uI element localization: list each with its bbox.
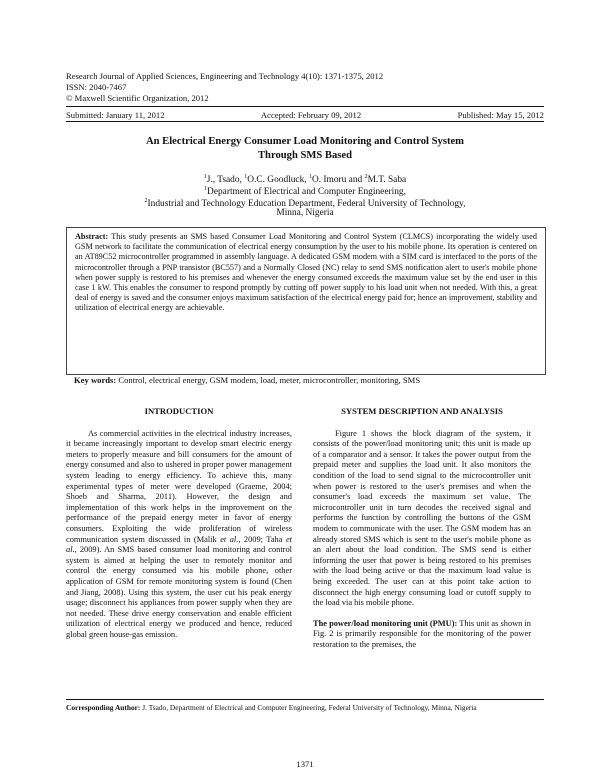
introduction-paragraph	[66, 429, 292, 641]
copyright: © Maxwell Scientific Organization, 2012	[66, 93, 209, 103]
affiliation-1-text: Department of Electrical and Computer Engineering,	[207, 187, 406, 198]
corresponding-author	[66, 703, 536, 712]
pmu-heading: The power/load monitoring unit (PMU):	[313, 618, 458, 628]
header-rule-bottom	[66, 121, 544, 122]
published-date: Published: May 15, 2012	[457, 110, 544, 120]
author-3-sup: 1	[308, 174, 312, 180]
header-rule-top	[66, 106, 544, 107]
affiliation-2-text: Industrial and Technology Education Department, Federal University of Technology,	[147, 199, 466, 210]
author-3: O. Imoru and	[311, 175, 365, 186]
affiliation-3: Minna, Nigeria	[276, 208, 334, 218]
title-line-2: Through SMS Based	[257, 150, 352, 161]
author-1: J., Tsado,	[206, 175, 245, 186]
keywords-text: Control, electrical energy, GSM modem, load, meter, microcontroller, monitoring, SMS	[116, 375, 421, 385]
introduction-column	[66, 406, 292, 640]
system-heading: SYSTEM DESCRIPTION AND ANALYSIS	[341, 406, 503, 416]
intro-etal-2: et al	[66, 534, 292, 555]
pmu-text: This unit as shown in Fig. 2 is primarily responsible for the monitoring of the power restoration to the premises, the	[313, 618, 531, 649]
pmu-paragraph	[313, 619, 531, 651]
introduction-heading: INTRODUCTION	[144, 406, 214, 416]
issn: ISSN: 2040-7467	[66, 82, 127, 92]
author-2: O.C. Goodluck,	[247, 175, 309, 186]
author-1-sup: 1	[203, 174, 207, 180]
page-number: 1371	[296, 759, 314, 769]
abstract-text: This study presents an SMS based Consumer Load Monitoring and Control System (CLMCS) incorporating the widely used GSM network to facilitate the communication of electrical energy consumption by the user to his mobile phone. Its operation is centered on an AT89C52 microcontroller programmed in assembly language. A dedicated GSM modem with a SIM card is interfaced to the ports of the microcontroller through a PNP transistor (BC557) and a Normally Closed (NC) relay to send SMS notification alert to user's mobile phone when power supply is restored to his premises and whenever the energy consumed exceeds the maximum value set by the end user in this case 1 kW. This enables the consumer to respond promptly by cutting off power supply to his load unit when not needed. With this, a great deal of energy is saved and the consumer enjoys maximum satisfaction of the electrical energy paid for; hence an improvement, stability and utilization of electrical energy are achievable.	[75, 232, 537, 313]
affiliation-1-sup: 1	[204, 186, 208, 192]
keywords-label: Key words:	[74, 375, 117, 385]
intro-text-c: ., 2009). An SMS based consumer load monitoring and control system is aimed at helping the user to remotely monitor and control the energy consumed via his mobile phone, other application of GSM for remote monitoring system is found (Chen and Jiang, 2008). Using this system, the user cut his peak energy usage; disconnect his appliances from power supply when they are not needed. These drive energy conservation and enable efficient utilization of electrical energy we produced and hence, reduced global green house-gas emission.	[66, 545, 292, 639]
dates-row	[66, 110, 544, 120]
intro-text-b: , 2009; Taha	[238, 534, 286, 544]
abstract-box	[66, 227, 546, 375]
journal-citation: Research Journal of Applied Sciences, Engineering and Technology 4(10): 1371-1375, 2012	[66, 71, 384, 81]
system-paragraph: Figure 1 shows the block diagram of the system, it consists of the power/load monitoring unit; this unit is made up of a comparator and a sensor. It takes the power output from the prepaid meter and supplies the load unit. It also monitors the condition of the load to send signal to the microcontroller unit when power is restored to the user's premises and when the consumer's load exceeds the maximum set value. The microcontroller unit in turn decodes the received signal and performs the function by controlling the buttons of the GSM modem to communicate with the user. The GSM modem has an already stored SMS which is sent to the user's mobile phone as an alert about the load condition. The SMS send is either informing the user that power is being restored to his premises with the load being active or that the maximum load value is being exceeded. The user can at this point take action to disconnect the high energy consuming load or cutoff supply to the load via his mobile phone.	[313, 428, 531, 608]
accepted-date: Accepted: February 09, 2012	[260, 110, 362, 120]
author-4-sup: 2	[364, 174, 368, 180]
system-column	[313, 406, 531, 650]
intro-etal-1: et al.	[220, 534, 239, 544]
keywords	[74, 375, 420, 385]
footer-rule	[66, 699, 544, 700]
author-2-sup: 1	[244, 174, 248, 180]
paper-title	[66, 135, 544, 163]
submitted-date: Submitted: January 11, 2012	[66, 110, 165, 120]
author-4: M.T. Saba	[367, 175, 407, 186]
corresponding-author-label: Corresponding Author:	[66, 703, 141, 712]
affiliation-2-sup: 2	[144, 198, 148, 204]
title-line-1: An Electrical Energy Consumer Load Monitoring and Control System	[145, 136, 464, 147]
abstract-label: Abstract:	[75, 232, 109, 241]
intro-text-a: As commercial activities in the electrical industry increases, it became increasingly important to develop smart electric energy meters to properly measure and bill consumers for the amount of energy consumed and also to ushered in proper power management system leading to energy efficiency. To achieve this, many experimental types of meter were developed (Graeme, 2004; Shoeb and Sharma, 2011). However, the design and implementation of this work helps in the improvement on the performance of the prepaid energy meter in favor of energy consumers. Exploiting the wide proliferation of wireless communication system discussed in (Malik	[66, 428, 292, 544]
corresponding-author-text: J. Tsado, Department of Electrical and Computer Engineering, Federal University of Technology, Minna, Nigeria	[140, 703, 477, 712]
